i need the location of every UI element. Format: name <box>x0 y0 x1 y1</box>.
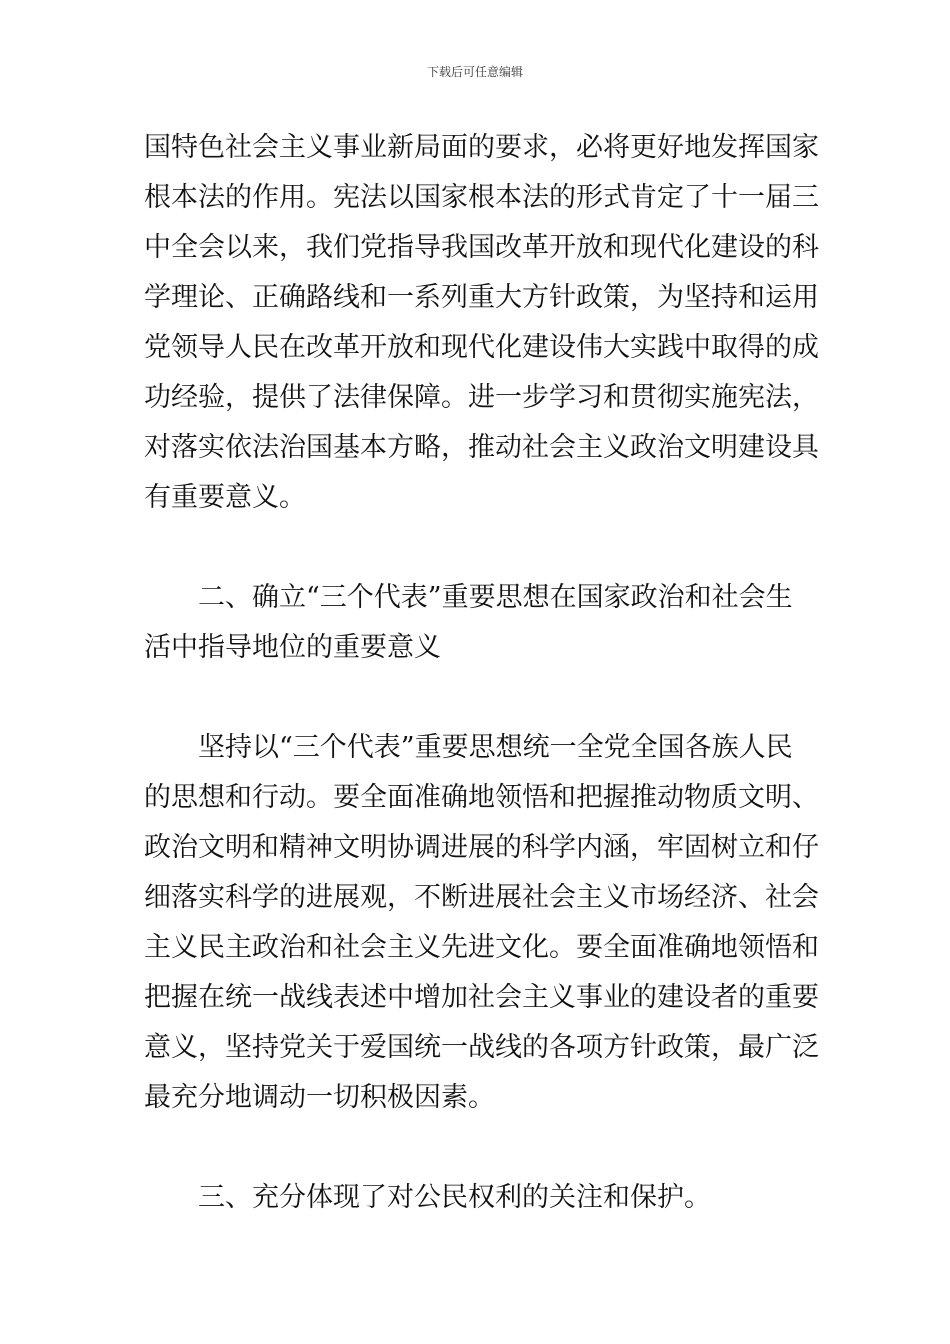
section-heading-two <box>144 573 816 673</box>
text-line: 党领导人民在改革开放和现代化建设伟大实践中取得的成 <box>144 332 819 363</box>
text-line: 功经验，提供了法律保障。进一步学习和贯彻实施宪法， <box>144 382 819 413</box>
paragraph-three-represents <box>144 723 819 1123</box>
text-line: 把握在统一战线表述中增加社会主义事业的建设者的重要 <box>144 982 819 1013</box>
text-line: 有重要意义。 <box>144 482 306 513</box>
text-line: 学理论、正确路线和一系列重大方针政策，为坚持和运用 <box>144 282 819 313</box>
text-line: 的思想和行动。要全面准确地领悟和把握推动物质文明、 <box>144 782 819 813</box>
text-line: 对落实依法治国基本方略，推动社会主义政治文明建设具 <box>144 432 819 463</box>
text-line: 最充分地调动一切积极因素。 <box>144 1082 495 1113</box>
paragraph-gap <box>144 673 816 723</box>
document-body <box>144 123 819 1223</box>
page-header: 下载后可任意编辑 <box>426 65 523 79</box>
text-line: 主义民主政治和社会主义先进文化。要全面准确地领悟和 <box>144 932 819 963</box>
paragraph-gap <box>144 1123 816 1173</box>
text-line: 根本法的作用。宪法以国家根本法的形式肯定了十一届三 <box>144 182 819 213</box>
text-line: 政治文明和精神文明协调进展的科学内涵，牢固树立和仔 <box>144 832 819 863</box>
text-line: 中全会以来，我们党指导我国改革开放和现代化建设的科 <box>144 232 819 263</box>
paragraph-gap <box>144 523 816 573</box>
heading-line: 三、充分体现了对公民权利的关注和保护。 <box>144 1182 711 1213</box>
text-line: 坚持以“三个代表”重要思想统一全党全国各族人民 <box>144 732 793 763</box>
heading-line: 活中指导地位的重要意义 <box>144 632 441 663</box>
text-line: 国特色社会主义事业新局面的要求，必将更好地发挥国家 <box>144 132 819 163</box>
paragraph-constitution-role <box>144 123 819 523</box>
text-line: 细落实科学的进展观，不断进展社会主义市场经济、社会 <box>144 882 819 913</box>
text-line: 意义，坚持党关于爱国统一战线的各项方针政策，最广泛 <box>144 1032 819 1063</box>
heading-line: 二、确立“三个代表”重要思想在国家政治和社会生 <box>144 582 793 613</box>
section-heading-three <box>144 1173 816 1223</box>
